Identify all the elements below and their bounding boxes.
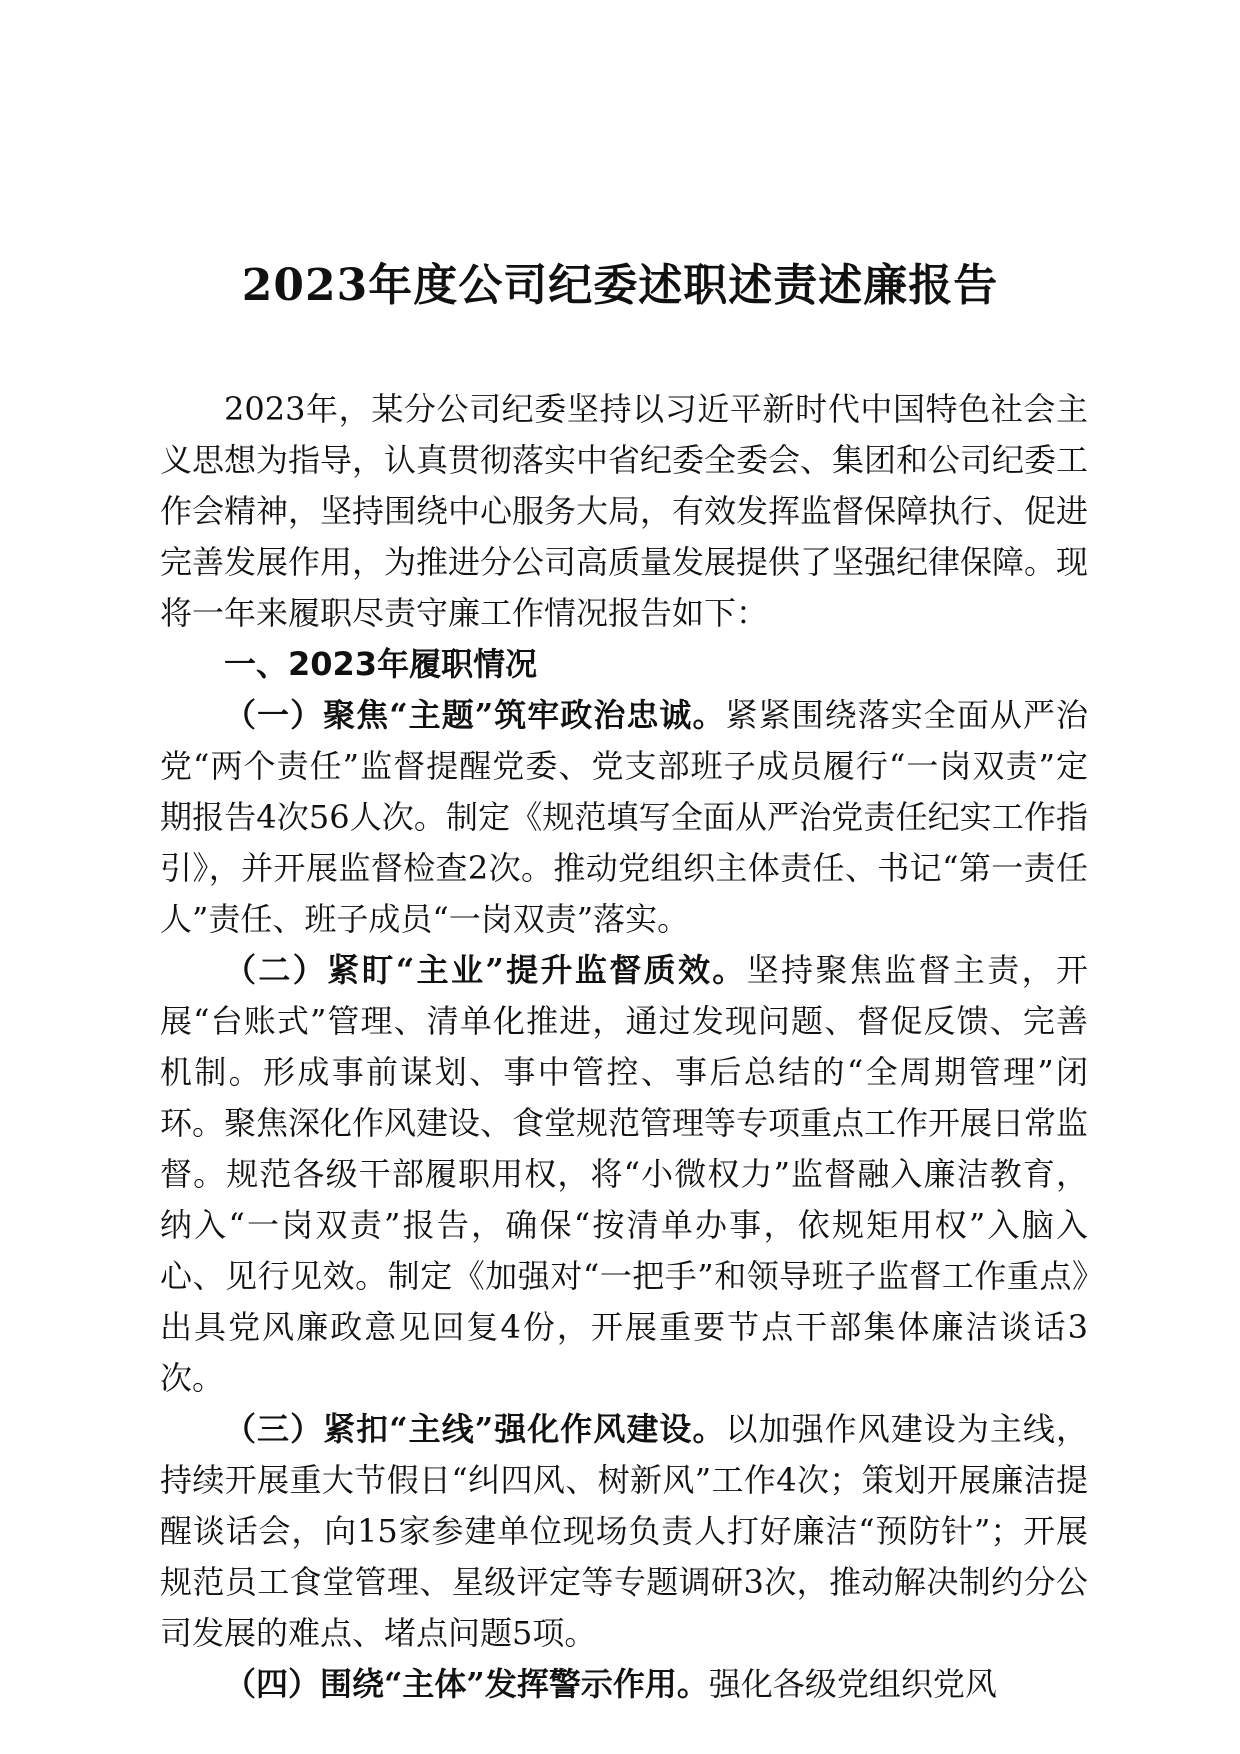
document-title: 2023年度公司纪委述职述责述廉报告 bbox=[241, 260, 999, 311]
item-text: 以加强作风建设为主线，持续开展重大节假日“纠四风、树新风”工作4次；策划开展廉洁提醒谈话会，向15家参建单位现场负责人打好廉洁“预防针”；开展规范员工食堂管理、星级评定等专题调研3次，推动解决制约分公司发展的难点、堵点问题5项。 bbox=[160, 1410, 1088, 1652]
item-lead: （三）紧扣“主线”强化作风建设。 bbox=[224, 1410, 726, 1448]
item-lead: （一）聚焦“主题”筑牢政治忠诚。 bbox=[224, 696, 726, 734]
item-text: 紧紧围绕落实全面从严治党“两个责任”监督提醒党委、党支部班子成员履行“一岗双责”定期报告4次56人次。制定《规范填写全面从严治党责任纪实工作指引》，并开展监督检查2次。推动党组织主体责任、书记“第一责任人”责任、班子成员“一岗双责”落实。 bbox=[160, 696, 1088, 938]
item-lead: （二）紧盯“主业”提升监督质效。 bbox=[224, 951, 747, 989]
section-heading: 一、2023年履职情况 bbox=[224, 645, 538, 683]
item-paragraph-4 bbox=[160, 1659, 1088, 1710]
intro-paragraph: 2023年，某分公司纪委坚持以习近平新时代中国特色社会主义思想为指导，认真贯彻落实中省纪委全委会、集团和公司纪委工作会精神，坚持围绕中心服务大局，有效发挥监督保障执行、促进完善发展作用，为推进分公司高质量发展提供了坚强纪律保障。现将一年来履职尽责守廉工作情况报告如下： bbox=[160, 390, 1089, 632]
item-lead: （四）围绕“主体”发挥警示作用。 bbox=[224, 1665, 709, 1703]
item-text: 强化各级党组织党风 bbox=[708, 1665, 997, 1703]
item-paragraph-3 bbox=[160, 1404, 1088, 1659]
document-body bbox=[160, 384, 1088, 1710]
item-paragraph-2 bbox=[160, 945, 1088, 1404]
item-text: 坚持聚焦监督主责，开展“台账式”管理、清单化推进，通过发现问题、督促反馈、完善机制。形成事前谋划、事中管控、事后总结的“全周期管理”闭环。聚焦深化作风建设、食堂规范管理等专项重点工作开展日常监督。规范各级干部履职用权，将“小微权力”监督融入廉洁教育，纳入“一岗双责”报告，确保“按清单办事，依规矩用权”入脑入心、见行见效。制定《加强对“一把手”和领导班子监督工作重点》出具党风廉政意见回复4份，开展重要节点干部集体廉洁谈话3次。 bbox=[160, 951, 1089, 1397]
item-paragraph-1 bbox=[160, 690, 1088, 945]
